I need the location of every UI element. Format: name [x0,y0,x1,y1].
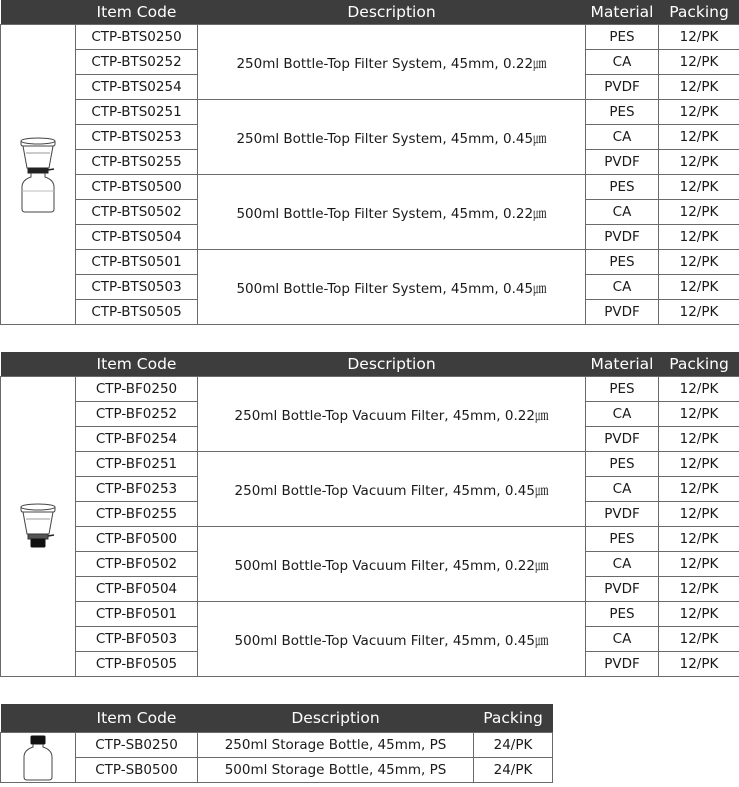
packing-cell: 12/PK [659,477,739,502]
packing-cell: 12/PK [659,627,739,652]
item-code-cell: CTP-BTS0254 [76,75,198,100]
item-code-cell: CTP-BTS0253 [76,125,198,150]
material-cell: PVDF [586,150,659,175]
packing-cell: 12/PK [659,402,739,427]
storage-bottle-table [0,704,553,783]
material-cell: PES [586,602,659,627]
packing-header: Packing [659,352,739,377]
packing-cell: 12/PK [659,75,739,100]
item-code-cell: CTP-BF0503 [76,627,198,652]
item-code-cell: CTP-SB0500 [76,758,198,783]
material-cell: CA [586,275,659,300]
material-cell: PVDF [586,427,659,452]
table-row [1,250,739,275]
table-row [1,100,739,125]
item-code-cell: CTP-BF0501 [76,602,198,627]
table-header-row [1,352,739,377]
item-code-cell: CTP-BTS0251 [76,100,198,125]
table-body [1,25,739,325]
item-code-cell: CTP-BTS0250 [76,25,198,50]
image-header [1,0,76,25]
item-code-cell: CTP-BF0505 [76,652,198,677]
packing-cell: 12/PK [659,552,739,577]
description-cell: 500ml Bottle-Top Filter System, 45mm, 0.22㎛ [198,175,586,250]
packing-cell: 12/PK [659,527,739,552]
product-image-cell [1,377,76,677]
packing-cell: 12/PK [659,377,739,402]
material-cell: PVDF [586,300,659,325]
item-code-header: Item Code [76,704,198,733]
packing-cell: 12/PK [659,300,739,325]
item-code-cell: CTP-BF0255 [76,502,198,527]
table-row [1,175,739,200]
material-cell: CA [586,50,659,75]
packing-cell: 12/PK [659,602,739,627]
material-cell: PVDF [586,502,659,527]
table-row [1,733,553,758]
item-code-cell: CTP-BF0250 [76,377,198,402]
item-code-cell: CTP-BTS0252 [76,50,198,75]
description-cell: 250ml Bottle-Top Filter System, 45mm, 0.45㎛ [198,100,586,175]
packing-cell: 12/PK [659,452,739,477]
material-cell: PVDF [586,652,659,677]
packing-cell: 12/PK [659,502,739,527]
storage-bottle-icon [1,735,75,781]
table-row [1,452,739,477]
material-cell: PES [586,377,659,402]
item-code-cell: CTP-SB0250 [76,733,198,758]
packing-cell: 12/PK [659,275,739,300]
description-cell: 500ml Bottle-Top Vacuum Filter, 45mm, 0.22㎛ [198,527,586,602]
material-cell: PVDF [586,75,659,100]
image-header [1,352,76,377]
description-header: Description [198,352,586,377]
item-code-cell: CTP-BF0252 [76,402,198,427]
material-cell: PES [586,250,659,275]
item-code-cell: CTP-BF0253 [76,477,198,502]
item-code-cell: CTP-BF0504 [76,577,198,602]
description-cell: 500ml Storage Bottle, 45mm, PS [198,758,474,783]
item-code-cell: CTP-BTS0504 [76,225,198,250]
item-code-cell: CTP-BF0500 [76,527,198,552]
description-cell: 250ml Bottle-Top Vacuum Filter, 45mm, 0.45㎛ [198,452,586,527]
item-code-cell: CTP-BTS0501 [76,250,198,275]
packing-cell: 12/PK [659,652,739,677]
packing-header: Packing [474,704,553,733]
item-code-cell: CTP-BF0251 [76,452,198,477]
description-header: Description [198,704,474,733]
packing-cell: 12/PK [659,577,739,602]
description-cell: 500ml Bottle-Top Filter System, 45mm, 0.45㎛ [198,250,586,325]
table-header-row [1,704,553,733]
material-cell: CA [586,627,659,652]
description-cell: 250ml Bottle-Top Vacuum Filter, 45mm, 0.22㎛ [198,377,586,452]
packing-cell: 24/PK [474,733,553,758]
bottle-top-vacuum-filter-table [0,352,739,677]
material-cell: PVDF [586,225,659,250]
packing-header: Packing [659,0,739,25]
table-row [1,758,553,783]
item-code-cell: CTP-BTS0255 [76,150,198,175]
table-body [1,733,553,783]
packing-cell: 12/PK [659,125,739,150]
table-row [1,25,739,50]
bottle-top-filter-system-table [0,0,739,325]
table-row [1,602,739,627]
product-image-cell [1,25,76,325]
table-body [1,377,739,677]
item-code-cell: CTP-BTS0502 [76,200,198,225]
packing-cell: 12/PK [659,427,739,452]
material-cell: PES [586,452,659,477]
material-cell: PES [586,100,659,125]
item-code-header: Item Code [76,0,198,25]
packing-cell: 12/PK [659,200,739,225]
bottle-top-filter-system-icon [1,135,75,215]
material-cell: CA [586,200,659,225]
description-header: Description [198,0,586,25]
description-cell: 250ml Bottle-Top Filter System, 45mm, 0.22㎛ [198,25,586,100]
material-cell: PES [586,25,659,50]
table-row [1,527,739,552]
material-cell: PES [586,175,659,200]
item-code-header: Item Code [76,352,198,377]
material-cell: CA [586,125,659,150]
description-cell: 500ml Bottle-Top Vacuum Filter, 45mm, 0.45㎛ [198,602,586,677]
packing-cell: 12/PK [659,225,739,250]
packing-cell: 24/PK [474,758,553,783]
description-cell: 250ml Storage Bottle, 45mm, PS [198,733,474,758]
packing-cell: 12/PK [659,150,739,175]
item-code-cell: CTP-BTS0500 [76,175,198,200]
table-header-row [1,0,739,25]
material-cell: PES [586,527,659,552]
material-cell: CA [586,552,659,577]
product-image-cell [1,733,76,783]
material-header: Material [586,352,659,377]
material-cell: CA [586,402,659,427]
image-header [1,704,76,733]
material-header: Material [586,0,659,25]
bottle-top-vacuum-filter-icon [1,501,75,553]
item-code-cell: CTP-BF0502 [76,552,198,577]
item-code-cell: CTP-BTS0503 [76,275,198,300]
packing-cell: 12/PK [659,25,739,50]
material-cell: CA [586,477,659,502]
packing-cell: 12/PK [659,250,739,275]
item-code-cell: CTP-BTS0505 [76,300,198,325]
material-cell: PVDF [586,577,659,602]
item-code-cell: CTP-BF0254 [76,427,198,452]
packing-cell: 12/PK [659,175,739,200]
table-row [1,377,739,402]
packing-cell: 12/PK [659,50,739,75]
packing-cell: 12/PK [659,100,739,125]
